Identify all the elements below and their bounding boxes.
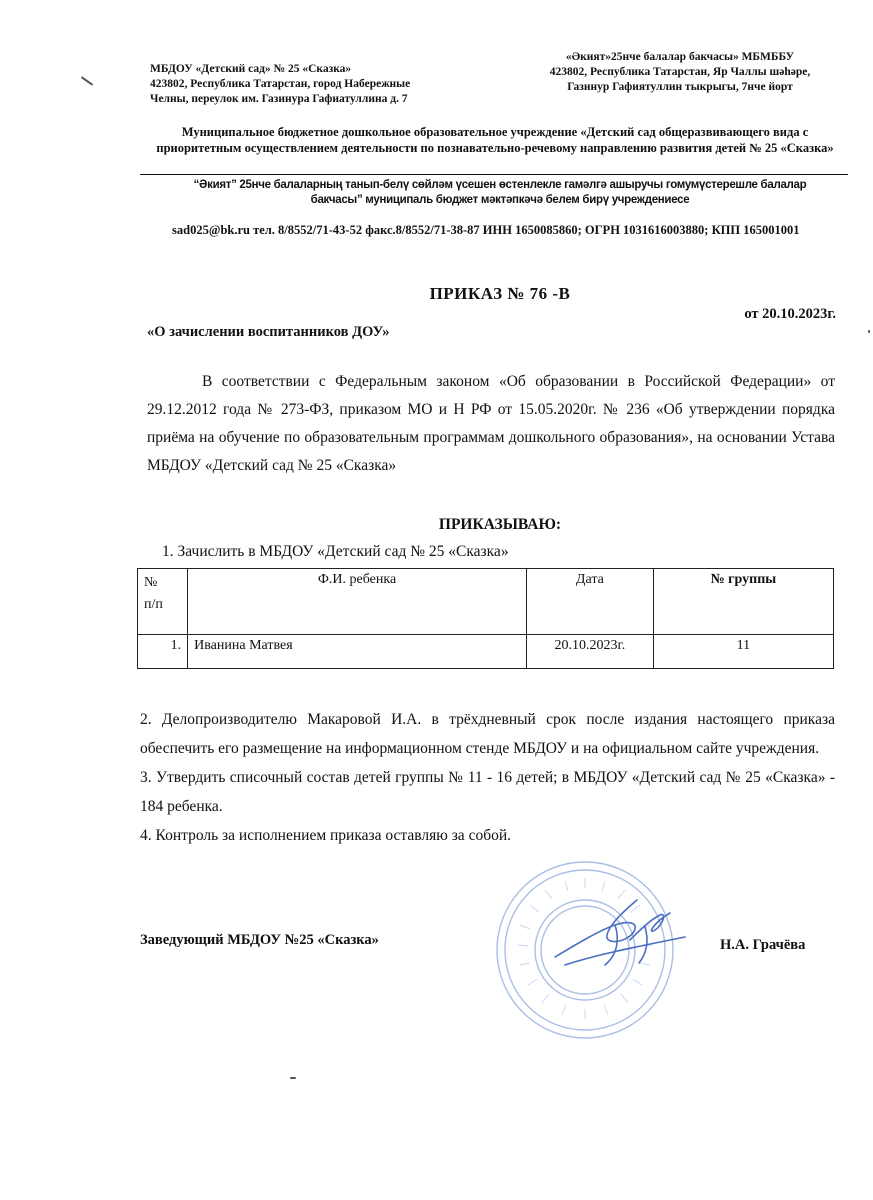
row-num: 1. [138,635,188,669]
header-left-line-2: 423802, Республика Татарстан, город Набережные [150,78,411,90]
order-subject: «О зачислении воспитанников ДОУ» [147,324,390,340]
institution-name-ru: Муниципальное бюджетное дошкольное образовательное учреждение «Детский сад общеразвивающего вида с приоритетным осуществлением деятельности по познавательно-речевому направлению развития детей № 25 «Сказка» [156,125,834,155]
header-right-line-3: Газинур Гафиятуллин тыкрыгы, 7нче йорт [567,81,793,93]
row-name: Иванина Матвея [188,635,527,669]
header-right-block [520,50,840,95]
item-3: 3. Утвердить списочный состав детей группы № 11 - 16 детей; в МБДОУ «Детский сад № 25 «Сказка» - 184 ребенка. [140,769,835,815]
table-header-row [138,569,834,635]
header-name: Ф.И. ребенка [188,569,527,635]
scan-artifact [290,1077,296,1079]
order-date: от 20.10.2023г. [744,306,836,322]
command-heading: ПРИКАЗЫВАЮ: [438,516,562,533]
item-2: 2. Делопроизводителю Макаровой И.А. в трёхдневный срок после издания настоящего приказа обеспечить его размещение на информационном стенде МБДОУ и на официальном сайте учреждения. [140,711,835,757]
header-date: Дата [526,569,653,635]
signer-name: Н.А. Грачёва [720,937,806,953]
contact-details: sad025@bk.ru тел. 8/8552/71-43-52 факс.8/8552/71-38-87 ИНН 1650085860; ОГРН 1031616003880; КПП 165001001 [172,223,800,237]
row-group: 11 [653,635,833,669]
header-right-line-2: 423802, Республика Татарстан, Яр Чаллы шәһәре, [549,66,811,78]
header-left-line-3: Челны, переулок им. Газинура Гафиатуллина д. 7 [150,93,408,105]
header-num [138,569,188,635]
header-num-bottom: п/п [144,597,163,612]
header-left-line-1: МБДОУ «Детский сад» № 25 «Сказка» [150,63,352,75]
row-date: 20.10.2023г. [526,635,653,669]
preamble-text: В соответствии с Федеральным законом «Об образовании в Российской Федерации» от 29.12.2012 года № 273-ФЗ, приказом МО и Н РФ от 15.05.2020г. № 236 «Об утверждении порядка приёма на обучение по образовательным программам дошкольного образования», на основании Устава МБДОУ «Детский сад № 25 «Сказка» [147,373,835,474]
item-4: 4. Контроль за исполнением приказа оставляю за собой. [140,827,512,844]
handwritten-signature-icon [545,885,695,975]
item-1: 1. Зачислить в МБДОУ «Детский сад № 25 «Сказка» [162,543,509,560]
header-right-line-1: «Әкият»25нче балалар бакчасы» МБМББУ [565,51,795,63]
institution-name-tt: “Әкият” 25нче балаларның танып-белү сөйләм үсешен өстенлекле гамәлгә ашыручы гомумүстерешле балалар бакчасы” муниципаль бюджет мәктәпкәчә белем бирү учреждениесе [193,179,807,206]
scan-artifact [81,76,94,86]
signer-title: Заведующий МБДОУ №25 «Сказка» [140,932,379,948]
enrollment-table [137,568,834,669]
header-divider [140,174,848,175]
preamble-paragraph [147,368,835,480]
header-group: № группы [653,569,833,635]
header-left-block [150,62,490,107]
order-items [140,705,835,850]
table-row [138,635,834,669]
scan-artifact [868,330,870,333]
header-num-top: № [144,575,158,590]
order-title: ПРИКАЗ № 76 -В [429,284,571,303]
